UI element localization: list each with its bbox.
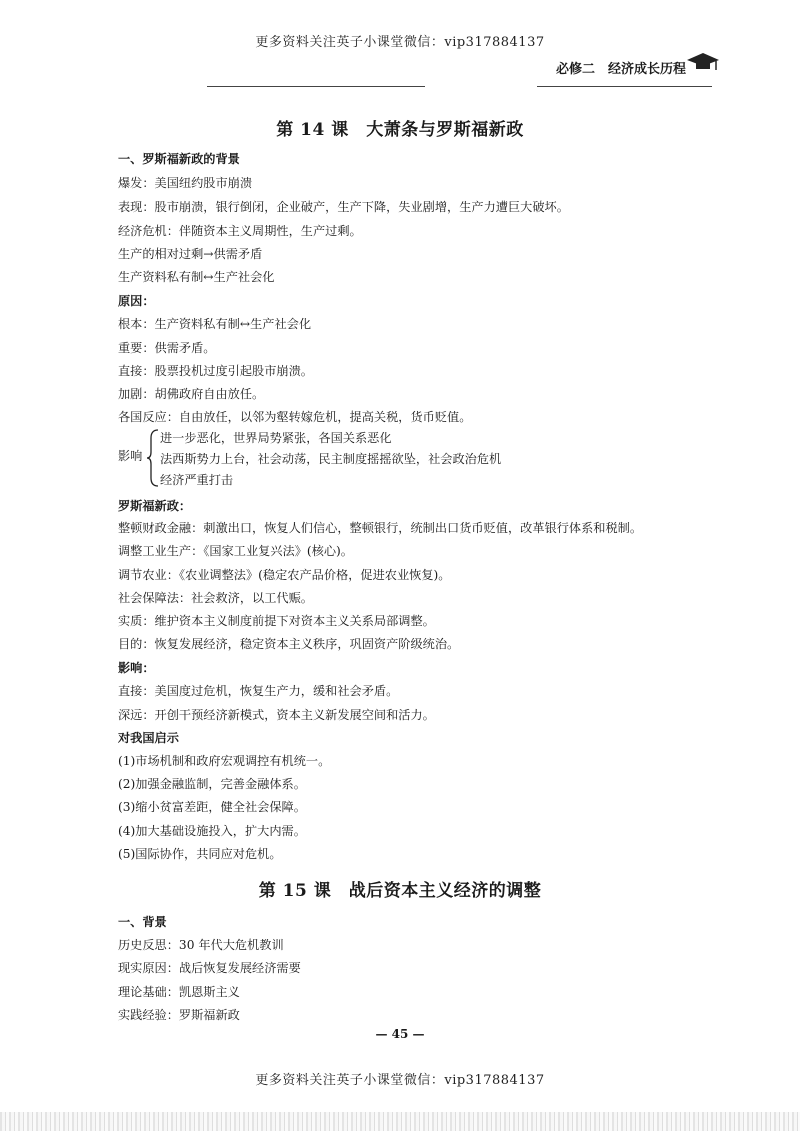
text-line: 目的：恢复发展经济，稳定资本主义秩序，巩固资产阶级统治。 [118, 637, 460, 651]
header-rule-left [207, 86, 425, 87]
impact-item: 法西斯势力上台，社会动荡，民主制度摇摇欲坠，社会政治危机 [160, 452, 502, 466]
graduation-cap-icon [686, 51, 720, 73]
impact-item: 进一步恶化，世界局势紧张，各国关系恶化 [160, 431, 392, 445]
brace-icon [146, 428, 160, 488]
text-line: (1)市场机制和政府宏观调控有机统一。 [118, 754, 331, 768]
text-line: 对我国启示 [118, 731, 179, 745]
text-line: 实践经验：罗斯福新政 [118, 1008, 240, 1022]
section-heading: 一、背景 [118, 915, 167, 929]
text-line: 理论基础：凯恩斯主义 [118, 985, 240, 999]
text-line: 生产的相对过剩→供需矛盾 [118, 247, 263, 261]
text-line: 表现：股市崩溃，银行倒闭，企业破产，生产下降，失业剧增，生产力遭巨大破坏。 [118, 200, 569, 214]
text-line: 整顿财政金融：刺激出口，恢复人们信心，整顿银行，统制出口货币贬值，改革银行体系和税制。 [118, 521, 643, 535]
text-line: 历史反思：30 年代大危机教训 [118, 938, 284, 952]
text-line: 罗斯福新政： [118, 499, 192, 513]
text-line: 经济危机：伴随资本主义周期性，生产过剩。 [118, 224, 362, 238]
text-line: 深远：开创干预经济新模式，资本主义新发展空间和活力。 [118, 708, 435, 722]
header-rule-right [537, 86, 712, 87]
text-line: 原因： [118, 294, 155, 308]
text-line: 直接：美国度过危机，恢复生产力，缓和社会矛盾。 [118, 684, 399, 698]
text-line: 调节农业：《农业调整法》(稳定农产品价格，促进农业恢复)。 [118, 568, 451, 582]
lesson-14-title: 第 14 课 大萧条与罗斯福新政 [276, 120, 524, 140]
text-line: (3)缩小贫富差距，健全社会保障。 [118, 800, 306, 814]
text-line: 现实原因：战后恢复发展经济需要 [118, 961, 301, 975]
text-line: (2)加强金融监制，完善金融体系。 [118, 777, 306, 791]
page-number: — 45 — [375, 1027, 425, 1041]
text-line: 爆发：美国纽约股市崩溃 [118, 176, 253, 190]
section-heading: 一、罗斯福新政的背景 [118, 152, 240, 166]
text-line: 调整工业生产：《国家工业复兴法》(核心)。 [118, 544, 353, 558]
text-line: 加剧：胡佛政府自由放任。 [118, 387, 265, 401]
text-line: 生产资料私有制↔生产社会化 [118, 270, 275, 284]
text-line: 影响： [118, 661, 155, 675]
text-line: 根本：生产资料私有制↔生产社会化 [118, 317, 312, 331]
lesson-15-title: 第 15 课 战后资本主义经济的调整 [258, 881, 542, 901]
impact-label: 影响 [118, 449, 143, 463]
text-line: 重要：供需矛盾。 [118, 341, 216, 355]
text-line: 直接：股票投机过度引起股市崩溃。 [118, 364, 313, 378]
text-line: 社会保障法：社会救济，以工代赈。 [118, 591, 313, 605]
running-head: 必修二 经济成长历程 [556, 62, 687, 77]
scan-noise-strip [0, 1112, 800, 1131]
text-line: (4)加大基础设施投入，扩大内需。 [118, 824, 306, 838]
text-line: 实质：维护资本主义制度前提下对资本主义关系局部调整。 [118, 614, 435, 628]
watermark-bottom: 更多资料关注英子小课堂微信：vip317884137 [255, 1073, 545, 1088]
text-line: (5)国际协作，共同应对危机。 [118, 847, 282, 861]
watermark-top: 更多资料关注英子小课堂微信：vip317884137 [255, 35, 545, 50]
text-line: 各国反应：自由放任，以邻为壑转嫁危机，提高关税，货币贬值。 [118, 410, 472, 424]
impact-item: 经济严重打击 [160, 473, 234, 487]
